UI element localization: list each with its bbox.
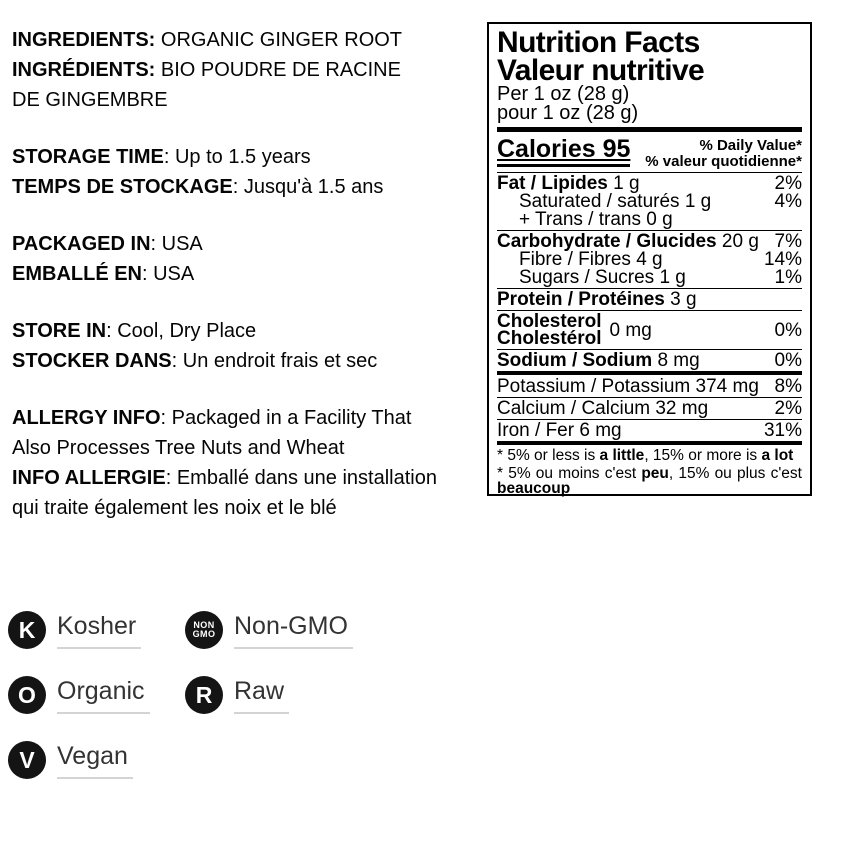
badge-row-3: [8, 741, 353, 779]
nutrition-row-trans: [497, 210, 802, 228]
store-in-block: [12, 316, 478, 376]
store-label-en: STORE IN: [12, 320, 107, 342]
daily-value-header-en: % Daily Value*: [699, 137, 802, 154]
organic-badge: [8, 676, 185, 714]
certification-badges: [8, 611, 353, 806]
calcium-dv: 2%: [774, 398, 802, 419]
carbohydrate-dv: 7%: [774, 231, 802, 252]
nutrition-row-protein: [497, 290, 802, 308]
storage-line-en: [12, 142, 478, 172]
ingredients-block: [12, 25, 478, 115]
cholesterol-label: Cholesterol Cholestérol: [497, 311, 602, 349]
calories-row: [497, 134, 802, 170]
organic-icon: O: [8, 676, 46, 714]
packaged-value-en: : USA: [150, 233, 203, 255]
store-line-en: [12, 316, 478, 346]
kosher-label[interactable]: Kosher: [57, 611, 141, 649]
ingredients-label-en: INGREDIENTS:: [12, 29, 156, 51]
vegan-icon: V: [8, 741, 46, 779]
nutrition-row-potassium: [497, 377, 802, 395]
storage-line-fr: [12, 172, 478, 202]
nutrition-title-fr: Valeur nutritive: [497, 54, 705, 87]
product-info-column: [12, 25, 478, 523]
iron-dv: 31%: [763, 420, 802, 441]
footnote-fr: * 5% ou moins c'est peu, 15% ou plus c'est beaucoup: [497, 465, 802, 497]
packaged-in-block: [12, 229, 478, 289]
daily-value-header-fr: % valeur quotidienne*: [645, 153, 802, 170]
non-gmo-label[interactable]: Non-GMO: [234, 611, 353, 649]
sodium-label: Sodium / Sodium 8 mg: [497, 350, 700, 371]
packaged-label-en: PACKAGED IN: [12, 233, 151, 255]
nutrition-row-calcium: [497, 399, 802, 417]
nutrition-facts-panel: [487, 22, 812, 496]
allergy-line-en-2: Also Processes Tree Nuts and Wheat: [12, 437, 345, 459]
vegan-label[interactable]: Vegan: [57, 741, 133, 779]
store-value-fr: : Un endroit frais et sec: [171, 350, 378, 372]
storage-label-fr: TEMPS DE STOCKAGE: [12, 176, 233, 198]
nutrition-row-sodium: [497, 351, 802, 369]
cholesterol-dv: 0%: [774, 319, 802, 341]
potassium-dv: 8%: [774, 376, 802, 397]
store-value-en: : Cool, Dry Place: [106, 320, 257, 342]
thick-rule: [497, 127, 802, 132]
ingredients-value-fr: BIO POUDRE DE RACINE: [155, 59, 401, 81]
calories-value: Calories 95: [497, 137, 630, 167]
allergy-label-en: ALLERGY INFO: [12, 407, 161, 429]
saturated-dv: 4%: [774, 191, 802, 212]
badge-row-1: [8, 611, 353, 649]
storage-time-block: [12, 142, 478, 202]
daily-value-header: [645, 137, 802, 170]
cholesterol-amount: 0 mg: [609, 319, 652, 341]
thick-rule: [497, 441, 802, 445]
vegan-badge: [8, 741, 133, 779]
store-line-fr: [12, 346, 478, 376]
kosher-icon: K: [8, 611, 46, 649]
thick-rule: [497, 371, 802, 375]
sugars-dv: 1%: [774, 267, 802, 288]
nutrition-row-cholesterol: [497, 312, 802, 347]
raw-label[interactable]: Raw: [234, 676, 289, 714]
storage-label-en: STORAGE TIME: [12, 146, 164, 168]
ingredients-line-en: [12, 25, 478, 55]
serving-size-fr: pour 1 oz (28 g): [497, 102, 639, 124]
nutrition-row-fat: [497, 174, 802, 192]
packaged-line-en: [12, 229, 478, 259]
allergy-line-fr-1: INFO ALLERGIE: Emballé dans une installation: [12, 467, 437, 489]
potassium-label: Potassium / Potassium 374 mg: [497, 376, 759, 397]
fibre-label: Fibre / Fibres 4 g: [519, 249, 663, 270]
nutrition-row-saturated: [497, 192, 802, 210]
kosher-badge: [8, 611, 185, 649]
raw-badge: [185, 676, 289, 714]
packaged-value-fr: : USA: [142, 263, 195, 285]
ingredients-value-en: ORGANIC GINGER ROOT: [155, 29, 403, 51]
allergy-label-fr: INFO ALLERGIE: [12, 467, 166, 489]
storage-value-en: : Up to 1.5 years: [163, 146, 311, 168]
allergy-line-fr-2: qui traite également les noix et le blé: [12, 497, 337, 519]
fat-dv: 2%: [774, 173, 802, 194]
sugars-label: Sugars / Sucres 1 g: [519, 267, 686, 288]
fibre-dv: 14%: [763, 249, 802, 270]
ingredients-line-fr-2: DE GINGEMBRE: [12, 89, 168, 111]
non-gmo-icon: NON GMO: [185, 611, 223, 649]
serving-size-en: Per 1 oz (28 g): [497, 83, 630, 105]
nutrition-row-fibre: [497, 250, 802, 268]
nutrition-row-carbohydrate: [497, 232, 802, 250]
saturated-label: Saturated / saturés 1 g: [519, 191, 712, 212]
nutrition-title-en: Nutrition Facts: [497, 26, 700, 59]
storage-value-fr: : Jusqu'à 1.5 ans: [232, 176, 384, 198]
nutrition-row-sugars: [497, 268, 802, 286]
store-label-fr: STOCKER DANS: [12, 350, 172, 372]
organic-label[interactable]: Organic: [57, 676, 150, 714]
trans-label: + Trans / trans 0 g: [519, 209, 673, 230]
non-gmo-badge: [185, 611, 353, 649]
ingredients-label-fr: INGRÉDIENTS:: [12, 59, 156, 81]
packaged-label-fr: EMBALLÉ EN: [12, 263, 142, 285]
calcium-label: Calcium / Calcium 32 mg: [497, 398, 709, 419]
iron-label: Iron / Fer 6 mg: [497, 420, 622, 441]
carbohydrate-label: Carbohydrate / Glucides 20 g: [497, 231, 759, 252]
allergy-line-en-1: ALLERGY INFO: Packaged in a Facility That: [12, 407, 412, 429]
badge-row-2: [8, 676, 353, 714]
fat-label: Fat / Lipides 1 g: [497, 173, 640, 194]
raw-icon: R: [185, 676, 223, 714]
allergy-info-block: [12, 403, 478, 523]
footnote-en: * 5% or less is a little, 15% or more is a lot: [497, 447, 794, 464]
ingredients-line-fr: [12, 55, 478, 85]
nutrition-row-iron: [497, 421, 802, 439]
packaged-line-fr: [12, 259, 478, 289]
protein-label: Protein / Protéines 3 g: [497, 289, 697, 310]
sodium-dv: 0%: [774, 350, 802, 371]
